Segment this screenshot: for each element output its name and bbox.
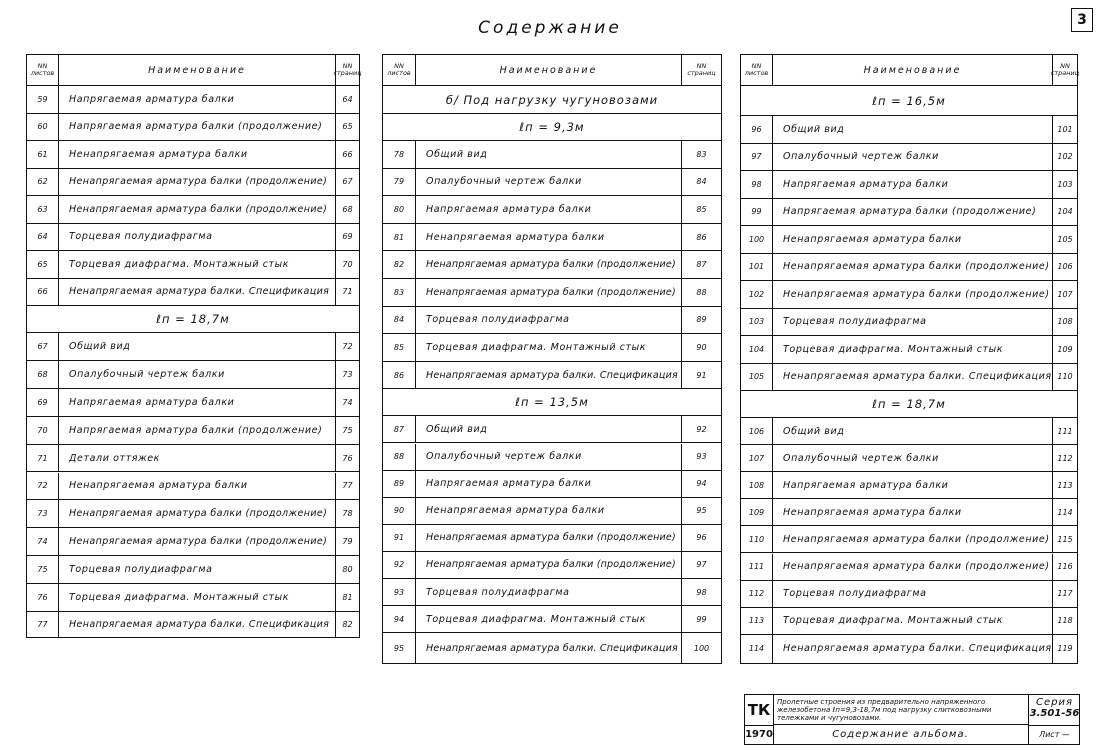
table-row bbox=[383, 471, 721, 498]
item-name-cell: Опалубочный чертеж балки bbox=[426, 176, 582, 188]
table-row bbox=[27, 86, 359, 114]
item-name-cell: Общий вид bbox=[783, 123, 845, 135]
sheet-number-cell: 64 bbox=[27, 224, 59, 251]
sheet-number-cell: 88 bbox=[383, 444, 416, 470]
contents-table-3 bbox=[740, 54, 1078, 664]
sheet-number-cell: 100 bbox=[741, 226, 773, 253]
page-number-cell: 70 bbox=[335, 251, 359, 278]
sheet-number-cell: 99 bbox=[741, 199, 773, 226]
table-row bbox=[27, 333, 359, 361]
sheet-number-cell: 80 bbox=[383, 196, 416, 223]
stamp-series-value: 3.501-56 bbox=[1029, 708, 1080, 719]
page-number-cell: 104 bbox=[1052, 199, 1077, 226]
section-heading: б/ Под нагрузку чугуновозами bbox=[383, 86, 721, 114]
stamp-description: Пролетные строения из предварительно напряженного железобетона ℓп=9,3-18,7м под нагрузку слитковозными тележками и чугуновозами. bbox=[773, 695, 1028, 725]
sheet-number-cell: 73 bbox=[27, 500, 59, 527]
sheet-number-cell: 63 bbox=[27, 196, 59, 223]
table-row bbox=[383, 498, 721, 525]
page-number-cell: 92 bbox=[681, 416, 721, 442]
page-number-cell: 95 bbox=[681, 498, 721, 524]
table-row bbox=[741, 199, 1077, 227]
sheet-number-cell: 67 bbox=[27, 333, 59, 360]
table-row bbox=[383, 416, 721, 443]
sheet-number-cell: 108 bbox=[741, 472, 773, 498]
page-number-cell: 91 bbox=[681, 362, 721, 389]
table-row bbox=[27, 528, 359, 556]
sheet-number-cell: 109 bbox=[741, 499, 773, 525]
item-name-cell: Общий вид bbox=[783, 425, 845, 437]
sheet-number-cell: 68 bbox=[27, 361, 59, 388]
sheet-number-cell: 84 bbox=[383, 307, 416, 334]
table-row bbox=[741, 281, 1077, 309]
page-number-cell: 84 bbox=[681, 169, 721, 196]
item-name-cell: Ненапрягаемая арматура балки. Спецификация bbox=[783, 371, 1052, 383]
item-name-cell: Ненапрягаемая арматура балки (продолжение) bbox=[783, 561, 1050, 573]
sheet-number-cell: 89 bbox=[383, 471, 416, 497]
sheet-number-cell: 77 bbox=[27, 612, 59, 637]
page-number-cell: 73 bbox=[335, 361, 359, 388]
sheet-number-cell: 90 bbox=[383, 498, 416, 524]
item-name-cell: Ненапрягаемая арматура балки bbox=[426, 505, 605, 517]
header-name: Наименование bbox=[499, 64, 598, 76]
item-name-cell: Торцевая диафрагма. Монтажный стык bbox=[69, 592, 290, 604]
sheet-number-cell: 110 bbox=[741, 526, 773, 552]
header-sheet-number: NN листов bbox=[383, 55, 416, 85]
title-block bbox=[744, 694, 1080, 745]
stamp-year: 1970 bbox=[745, 725, 774, 744]
sheet-number-cell: 81 bbox=[383, 224, 416, 251]
sheet-number-cell: 94 bbox=[383, 606, 416, 632]
page-number-cell: 82 bbox=[335, 612, 359, 637]
header-page-number: NN страниц bbox=[335, 55, 359, 85]
sheet-number-cell: 86 bbox=[383, 362, 416, 389]
page-number-cell: 67 bbox=[335, 169, 359, 196]
item-name-cell: Общий вид bbox=[69, 340, 131, 352]
header-page-number: NN страниц bbox=[1052, 55, 1077, 85]
table-row bbox=[27, 417, 359, 445]
sheet-number-cell: 106 bbox=[741, 418, 773, 444]
sheet-number-cell: 107 bbox=[741, 445, 773, 471]
page-number-cell: 87 bbox=[681, 251, 721, 278]
item-name-cell: Ненапрягаемая арматура балки (продолжение) bbox=[69, 508, 328, 520]
item-name-cell: Напрягаемая арматура балки bbox=[426, 203, 592, 215]
table-header bbox=[383, 55, 721, 86]
table-row bbox=[741, 554, 1077, 581]
table-row bbox=[27, 584, 359, 612]
item-name-cell: Ненапрягаемая арматура балки bbox=[69, 480, 248, 492]
sheet-number-cell: 98 bbox=[741, 171, 773, 198]
item-name-cell: Ненапрягаемая арматура балки bbox=[426, 231, 605, 243]
item-name-cell: Торцевая полудиафрагма bbox=[783, 588, 927, 600]
table-row bbox=[27, 224, 359, 252]
page-number-cell: 64 bbox=[335, 86, 359, 113]
table-row bbox=[27, 279, 359, 307]
table-row bbox=[27, 251, 359, 279]
item-name-cell: Торцевая диафрагма. Монтажный стык bbox=[426, 613, 647, 625]
stamp-series-label: Серия bbox=[1036, 697, 1073, 708]
sheet-number-cell: 59 bbox=[27, 86, 59, 113]
table-row bbox=[383, 141, 721, 169]
item-name-cell: Общий вид bbox=[426, 423, 488, 435]
table-row bbox=[383, 251, 721, 279]
item-name-cell: Ненапрягаемая арматура балки. Спецификация bbox=[69, 286, 330, 298]
table-row bbox=[383, 633, 721, 663]
page-number-cell: 109 bbox=[1052, 336, 1077, 363]
page-number-cell: 97 bbox=[681, 552, 721, 578]
sheet-number-cell: 62 bbox=[27, 169, 59, 196]
page-number-cell: 115 bbox=[1052, 526, 1077, 552]
table-row bbox=[383, 579, 721, 606]
page-number-cell: 96 bbox=[681, 525, 721, 551]
page-number-cell: 90 bbox=[681, 334, 721, 361]
page-number-cell: 74 bbox=[335, 389, 359, 416]
item-name-cell: Торцевая полудиафрагма bbox=[69, 231, 213, 243]
sheet-number-cell: 93 bbox=[383, 579, 416, 605]
sheet-number-cell: 101 bbox=[741, 254, 773, 281]
page-number-cell: 106 bbox=[1052, 254, 1077, 281]
item-name-cell: Ненапрягаемая арматура балки (продолжение) bbox=[783, 288, 1050, 300]
sheet-number-cell: 91 bbox=[383, 525, 416, 551]
header-sheet-number: NN листов bbox=[741, 55, 773, 85]
page-number-cell: 81 bbox=[335, 584, 359, 611]
stamp-code: ТК bbox=[745, 695, 774, 726]
sheet-number-cell: 112 bbox=[741, 581, 773, 607]
item-name-cell: Ненапрягаемая арматура балки (продолжение) bbox=[69, 536, 328, 548]
table-row bbox=[383, 444, 721, 471]
item-name-cell: Напрягаемая арматура балки bbox=[783, 178, 949, 190]
page-number-cell: 98 bbox=[681, 579, 721, 605]
item-name-cell: Напрягаемая арматура балки (продолжение) bbox=[783, 206, 1037, 218]
page-number-cell: 117 bbox=[1052, 581, 1077, 607]
page-number-cell: 114 bbox=[1052, 499, 1077, 525]
page-number-cell: 77 bbox=[335, 473, 359, 500]
sheet-number-cell: 70 bbox=[27, 417, 59, 444]
stamp-document-title: Содержание альбома. bbox=[832, 729, 969, 740]
page-number-cell: 76 bbox=[335, 445, 359, 472]
sheet-number-cell: 74 bbox=[27, 528, 59, 555]
item-name-cell: Ненапрягаемая арматура балки. Спецификация bbox=[426, 642, 678, 654]
table-row bbox=[741, 581, 1077, 608]
sheet-number-cell: 71 bbox=[27, 445, 59, 472]
header-page-number: NN страниц bbox=[681, 55, 721, 85]
item-name-cell: Напрягаемая арматура балки bbox=[69, 396, 235, 408]
stamp-series bbox=[1028, 695, 1080, 726]
item-name-cell: Опалубочный чертеж балки bbox=[783, 452, 939, 464]
section-heading: ℓп = 18,7м bbox=[27, 306, 359, 333]
page-number-cell: 119 bbox=[1052, 635, 1077, 663]
section-heading: ℓп = 16,5м bbox=[741, 86, 1077, 116]
sheet-number-cell: 66 bbox=[27, 279, 59, 306]
item-name-cell: Торцевая полудиафрагма bbox=[426, 314, 570, 326]
page-number-cell: 94 bbox=[681, 471, 721, 497]
sheet-number-cell: 82 bbox=[383, 251, 416, 278]
item-name-cell: Напрягаемая арматура балки bbox=[69, 93, 235, 105]
sheet-number: 3 bbox=[1071, 8, 1093, 32]
table-row bbox=[741, 336, 1077, 364]
page-number-cell: 83 bbox=[681, 141, 721, 168]
item-name-cell: Ненапрягаемая арматура балки bbox=[783, 233, 962, 245]
item-name-cell: Детали оттяжек bbox=[69, 452, 161, 464]
sheet-number-cell: 76 bbox=[27, 584, 59, 611]
table-row bbox=[741, 116, 1077, 144]
page-number-cell: 80 bbox=[335, 556, 359, 583]
page-number-cell: 69 bbox=[335, 224, 359, 251]
sheet-number-cell: 72 bbox=[27, 473, 59, 500]
page-number-cell: 100 bbox=[681, 633, 721, 663]
page-number-cell: 116 bbox=[1052, 554, 1077, 580]
sheet-number-cell: 69 bbox=[27, 389, 59, 416]
table-row bbox=[383, 279, 721, 307]
item-name-cell: Ненапрягаемая арматура балки (продолжение) bbox=[783, 533, 1050, 545]
sheet-number-cell: 78 bbox=[383, 141, 416, 168]
table-row bbox=[741, 226, 1077, 254]
sheet-number-cell: 97 bbox=[741, 144, 773, 171]
sheet-number-cell: 103 bbox=[741, 309, 773, 336]
table-row bbox=[741, 309, 1077, 337]
page-number-cell: 110 bbox=[1052, 364, 1077, 391]
item-name-cell: Напрягаемая арматура балки bbox=[426, 478, 592, 490]
table-header bbox=[741, 55, 1080, 86]
table-row bbox=[383, 606, 721, 633]
item-name-cell: Ненапрягаемая арматура балки. Спецификация bbox=[783, 643, 1052, 655]
page-title: Содержание bbox=[478, 18, 622, 38]
header-sheet-number: NN листов bbox=[27, 55, 59, 85]
table-row bbox=[27, 556, 359, 584]
page-number-cell: 71 bbox=[335, 279, 359, 306]
sheet-number-cell: 102 bbox=[741, 281, 773, 308]
sheet-number-cell: 61 bbox=[27, 141, 59, 168]
item-name-cell: Ненапрягаемая арматура балки (продолжение) bbox=[783, 261, 1050, 273]
table-row bbox=[741, 499, 1077, 526]
table-row bbox=[741, 445, 1077, 472]
page-number-cell: 112 bbox=[1052, 445, 1077, 471]
page-number-cell: 99 bbox=[681, 606, 721, 632]
table-row bbox=[383, 552, 721, 579]
page-number-cell: 118 bbox=[1052, 608, 1077, 634]
section-heading: ℓп = 18,7м bbox=[741, 391, 1077, 418]
section-heading: ℓп = 13,5м bbox=[383, 389, 721, 416]
page-number-cell: 85 bbox=[681, 196, 721, 223]
table-row bbox=[383, 334, 721, 362]
table-row bbox=[741, 418, 1077, 445]
item-name-cell: Торцевая диафрагма. Монтажный стык bbox=[69, 258, 290, 270]
item-name-cell: Ненапрягаемая арматура балки. Спецификация bbox=[69, 619, 330, 630]
table-row bbox=[383, 169, 721, 197]
page-number-cell: 111 bbox=[1052, 418, 1077, 444]
item-name-cell: Опалубочный чертеж балки bbox=[783, 151, 939, 163]
contents-table-1 bbox=[26, 54, 360, 638]
item-name-cell: Ненапрягаемая арматура балки bbox=[69, 148, 248, 160]
item-name-cell: Ненапрягаемая арматура балки (продолжение) bbox=[426, 532, 676, 544]
table-row bbox=[383, 525, 721, 552]
table-row bbox=[741, 254, 1077, 282]
table-row bbox=[27, 473, 359, 501]
table-row bbox=[27, 361, 359, 389]
table-row bbox=[383, 196, 721, 224]
page-number-cell: 107 bbox=[1052, 281, 1077, 308]
item-name-cell: Напрягаемая арматура балки (продолжение) bbox=[69, 424, 323, 436]
contents-table-2 bbox=[382, 54, 722, 664]
sheet-number-cell: 65 bbox=[27, 251, 59, 278]
table-row bbox=[741, 635, 1077, 663]
sheet-number-cell: 95 bbox=[383, 633, 416, 663]
table-row bbox=[383, 362, 721, 390]
sheet-number-cell: 92 bbox=[383, 552, 416, 578]
page-number-cell: 102 bbox=[1052, 144, 1077, 171]
page-number-cell: 68 bbox=[335, 196, 359, 223]
page-number-cell: 103 bbox=[1052, 171, 1077, 198]
table-row bbox=[27, 445, 359, 473]
table-row bbox=[27, 389, 359, 417]
page-number-cell: 75 bbox=[335, 417, 359, 444]
page-number-cell: 101 bbox=[1052, 116, 1077, 143]
table-row bbox=[741, 472, 1077, 499]
sheet-number-cell: 79 bbox=[383, 169, 416, 196]
item-name-cell: Торцевая диафрагма. Монтажный стык bbox=[426, 341, 647, 353]
table-row bbox=[741, 608, 1077, 635]
item-name-cell: Ненапрягаемая арматура балки bbox=[783, 506, 962, 518]
item-name-cell: Торцевая диафрагма. Монтажный стык bbox=[783, 343, 1004, 355]
sheet-number-cell: 104 bbox=[741, 336, 773, 363]
page-number-cell: 78 bbox=[335, 500, 359, 527]
table-row bbox=[741, 171, 1077, 199]
item-name-cell: Торцевая диафрагма. Монтажный стык bbox=[783, 615, 1004, 627]
table-row bbox=[27, 141, 359, 169]
table-row bbox=[741, 364, 1077, 392]
item-name-cell: Напрягаемая арматура балки (продолжение) bbox=[69, 121, 323, 133]
item-name-cell: Ненапрягаемая арматура балки (продолжение) bbox=[426, 259, 676, 271]
item-name-cell: Торцевая полудиафрагма bbox=[783, 316, 927, 328]
table-row bbox=[27, 114, 359, 142]
header-name: Наименование bbox=[863, 64, 962, 76]
table-row bbox=[27, 169, 359, 197]
sheet-number-cell: 75 bbox=[27, 556, 59, 583]
sheet-number-cell: 96 bbox=[741, 116, 773, 143]
item-name-cell: Общий вид bbox=[426, 148, 488, 160]
item-name-cell: Ненапрягаемая арматура балки (продолжение) bbox=[69, 203, 328, 215]
table-row bbox=[27, 196, 359, 224]
table-row bbox=[383, 307, 721, 335]
table-row bbox=[741, 144, 1077, 172]
sheet-number-cell: 113 bbox=[741, 608, 773, 634]
page-number-cell: 65 bbox=[335, 114, 359, 141]
header-name: Наименование bbox=[148, 64, 246, 76]
table-row bbox=[741, 526, 1077, 553]
page-number-cell: 105 bbox=[1052, 226, 1077, 253]
sheet-number-cell: 87 bbox=[383, 416, 416, 442]
item-name-cell: Торцевая полудиафрагма bbox=[69, 564, 213, 576]
item-name-cell: Ненапрягаемая арматура балки (продолжение) bbox=[426, 286, 676, 298]
page-number-cell: 66 bbox=[335, 141, 359, 168]
sheet-number-cell: 114 bbox=[741, 635, 773, 663]
page-number-cell: 89 bbox=[681, 307, 721, 334]
page-number-cell: 88 bbox=[681, 279, 721, 306]
section-heading: ℓп = 9,3м bbox=[383, 114, 721, 141]
table-row bbox=[27, 500, 359, 528]
sheet-number-cell: 105 bbox=[741, 364, 773, 391]
item-name-cell: Ненапрягаемая арматура балки. Спецификация bbox=[426, 369, 678, 381]
sheet-number-cell: 111 bbox=[741, 554, 773, 580]
page-number-cell: 93 bbox=[681, 444, 721, 470]
item-name-cell: Торцевая полудиафрагма bbox=[426, 586, 570, 598]
sheet-number-cell: 60 bbox=[27, 114, 59, 141]
item-name-cell: Ненапрягаемая арматура балки (продолжение) bbox=[426, 559, 676, 571]
page-number-cell: 86 bbox=[681, 224, 721, 251]
sheet-number-cell: 83 bbox=[383, 279, 416, 306]
sheet-number-cell: 85 bbox=[383, 334, 416, 361]
page-number-cell: 113 bbox=[1052, 472, 1077, 498]
page-number-cell: 72 bbox=[335, 333, 359, 360]
page-number-cell: 79 bbox=[335, 528, 359, 555]
table-header bbox=[27, 55, 362, 86]
item-name-cell: Напрягаемая арматура балки bbox=[783, 479, 949, 491]
page-number-cell: 108 bbox=[1052, 309, 1077, 336]
table-row bbox=[383, 224, 721, 252]
item-name-cell: Опалубочный чертеж балки bbox=[69, 368, 225, 380]
table-row bbox=[27, 612, 359, 637]
stamp-sheet: Лист — bbox=[1028, 725, 1080, 744]
item-name-cell: Ненапрягаемая арматура балки (продолжение) bbox=[69, 176, 328, 188]
item-name-cell: Опалубочный чертеж балки bbox=[426, 451, 582, 463]
